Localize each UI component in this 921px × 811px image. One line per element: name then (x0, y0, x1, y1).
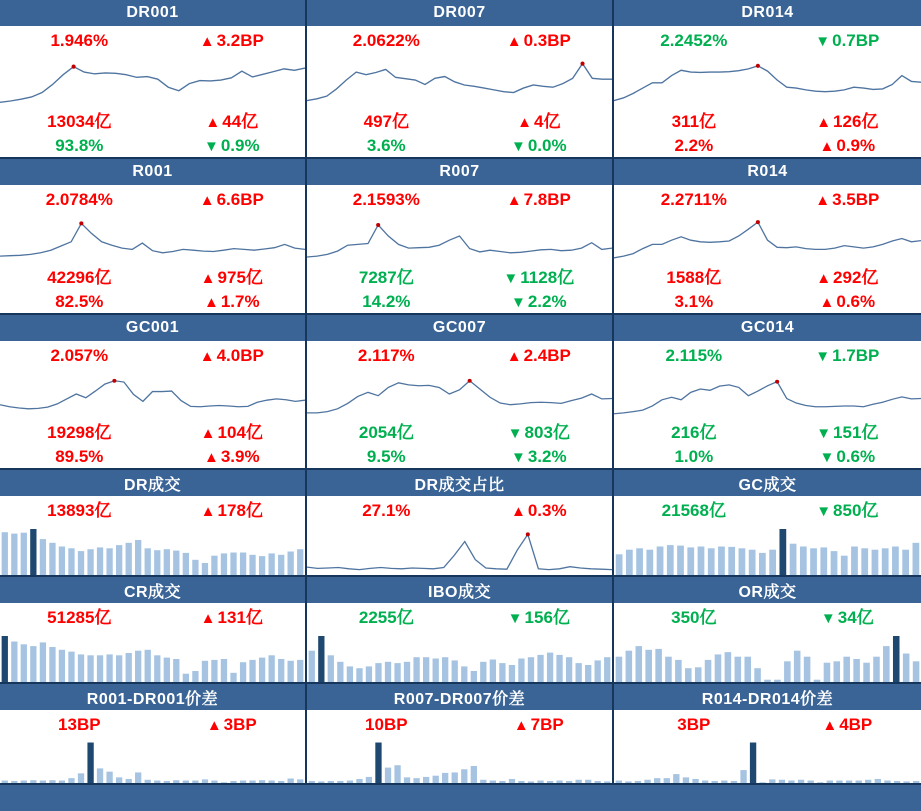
panel-title: GC成交 (738, 476, 797, 494)
panel-title: DR001 (126, 4, 179, 21)
stats-row-volume (0, 108, 305, 134)
up-triangle-icon: ▲ (203, 294, 219, 311)
stats-row-primary (614, 185, 921, 214)
stat-change-value: 151亿 (833, 422, 879, 442)
sparkline-chart (614, 55, 921, 108)
sparkline-chart (307, 632, 612, 682)
down-triangle-icon: ▼ (816, 503, 832, 520)
panel-title: R001-DR001价差 (86, 690, 219, 708)
stat-change-value: 4亿 (533, 111, 561, 131)
stats-row-volume (614, 108, 921, 134)
DR001-chart-svg (0, 55, 305, 108)
stat-change (159, 137, 305, 154)
sparkline-chart (0, 739, 305, 783)
stat-change (466, 191, 612, 208)
up-triangle-icon: ▲ (819, 138, 835, 155)
DR_share-chart-svg (307, 525, 612, 575)
CR_volume-chart-svg (0, 632, 305, 682)
sparkline-chart (0, 214, 305, 264)
panel-GC007 (307, 313, 614, 468)
sparkline-chart (0, 632, 305, 682)
up-triangle-icon: ▲ (199, 348, 215, 365)
up-triangle-icon: ▲ (200, 424, 216, 442)
panel-GC-volume (614, 468, 921, 575)
stat-value: 42296亿 (47, 267, 112, 287)
up-triangle-icon: ▲ (206, 717, 222, 734)
panel-title: DR成交 (123, 476, 182, 494)
stat-value: 1588亿 (666, 267, 722, 287)
stats-row-primary (307, 710, 612, 739)
up-triangle-icon: ▲ (513, 717, 529, 734)
stat-value: 10BP (365, 715, 408, 734)
stats-row-primary (0, 496, 305, 525)
stat-change-value: 0.0% (527, 136, 567, 155)
panel-title: GC001 (125, 319, 180, 336)
stat-value: 89.5% (55, 447, 104, 466)
up-triangle-icon: ▲ (819, 294, 835, 311)
sparkline-chart (307, 525, 612, 575)
panel-title: GC014 (740, 319, 795, 336)
stat-change (774, 424, 921, 441)
stat-change-value: 0.7BP (832, 31, 880, 50)
stat-change-value: 7.8BP (523, 190, 571, 209)
stats-row-volume (307, 419, 612, 445)
stat-change (466, 293, 612, 310)
panel-title: CR成交 (123, 583, 182, 601)
stat-change (159, 293, 305, 310)
stat-value: 13034亿 (47, 111, 112, 131)
R001-chart-svg (0, 214, 305, 264)
panel-title: R014 (747, 163, 788, 180)
stat-change (159, 32, 305, 49)
spread_R014_DR014-chart-svg (614, 739, 921, 783)
panel-DR001 (0, 0, 307, 157)
OR_volume-chart-svg (614, 632, 921, 682)
up-triangle-icon: ▲ (510, 503, 526, 520)
stat-value: 14.2% (362, 292, 411, 311)
stat-change-value: 1.7BP (832, 346, 880, 365)
sparkline-chart (614, 370, 921, 419)
stat-change-value: 3.2% (527, 447, 567, 466)
stats-row-share (614, 445, 921, 468)
stat-change-value: 131亿 (217, 608, 263, 627)
stat-change-value: 803亿 (524, 422, 570, 442)
stat-change-value: 3BP (223, 715, 257, 734)
panel-title: GC007 (432, 319, 487, 336)
panel-R007-DR007-spread (307, 682, 614, 783)
stats-row-primary (614, 710, 921, 739)
stats-row-primary (0, 185, 305, 214)
stat-value: 2.115% (665, 346, 723, 365)
panel-DR-share (307, 468, 614, 575)
up-triangle-icon: ▲ (200, 503, 216, 520)
panel-title: DR成交占比 (414, 476, 505, 494)
footer-bar (0, 783, 921, 811)
panel-title: R007 (439, 163, 480, 180)
panel-OR-volume (614, 575, 921, 682)
panel-DR007 (307, 0, 614, 157)
stats-row-share (307, 445, 612, 468)
up-triangle-icon: ▲ (199, 192, 215, 209)
up-triangle-icon: ▲ (200, 610, 216, 627)
up-triangle-icon: ▲ (199, 33, 215, 50)
stat-change-value: 4.0BP (216, 346, 264, 365)
sparkline-chart (0, 370, 305, 419)
spread_R001_DR001-chart-svg (0, 739, 305, 783)
down-triangle-icon: ▼ (503, 269, 519, 287)
stat-change-value: 1.7% (220, 292, 260, 311)
stats-row-primary (614, 496, 921, 525)
GC001-chart-svg (0, 370, 305, 419)
panel-DR-volume (0, 468, 307, 575)
panel-R001 (0, 157, 307, 313)
stat-change (159, 502, 305, 519)
stat-change (159, 269, 305, 286)
stat-change-value: 2.4BP (523, 346, 571, 365)
sparkline-chart (614, 632, 921, 682)
stat-change (466, 716, 612, 733)
DR014-chart-svg (614, 55, 921, 108)
stat-change-value: 0.6% (836, 292, 876, 311)
stat-change-value: 2.2% (527, 292, 567, 311)
panel-IBO-volume (307, 575, 614, 682)
stat-change-value: 0.3% (527, 501, 567, 520)
stat-change (159, 424, 305, 441)
stat-value: 7287亿 (358, 267, 414, 287)
stat-value: 350亿 (671, 608, 717, 627)
down-triangle-icon: ▼ (816, 424, 832, 442)
stat-change (774, 716, 921, 733)
down-triangle-icon: ▼ (203, 138, 219, 155)
stat-value: 311亿 (671, 111, 717, 131)
stats-row-volume (614, 264, 921, 290)
sparkline-chart (307, 214, 612, 264)
IBO_volume-chart-svg (307, 632, 612, 682)
stat-change (466, 269, 612, 286)
stat-change-value: 3.5BP (832, 190, 880, 209)
stat-change-value: 3.2BP (216, 31, 264, 50)
stats-row-primary (0, 710, 305, 739)
up-triangle-icon: ▲ (203, 449, 219, 466)
R014-chart-svg (614, 214, 921, 264)
panel-title: R007-DR007价差 (393, 690, 526, 708)
stats-row-primary (0, 26, 305, 55)
stats-row-primary (307, 26, 612, 55)
sparkline-chart (614, 214, 921, 264)
up-triangle-icon: ▲ (506, 33, 522, 50)
stats-row-primary (614, 26, 921, 55)
stat-value: 19298亿 (47, 422, 112, 442)
stats-row-volume (307, 264, 612, 290)
stat-value: 2.2711% (660, 190, 727, 209)
GC007-chart-svg (307, 370, 612, 419)
up-triangle-icon: ▲ (205, 113, 221, 131)
panel-R007 (307, 157, 614, 313)
panel-title: IBO成交 (428, 583, 491, 601)
stats-row-primary (614, 603, 921, 632)
stat-value: 2.0784% (45, 190, 113, 209)
sparkline-chart (307, 55, 612, 108)
stats-row-volume (0, 264, 305, 290)
stat-change (466, 448, 612, 465)
stat-value: 93.8% (55, 136, 104, 155)
panel-R014-DR014-spread (614, 682, 921, 783)
stats-row-share (0, 445, 305, 468)
panel-GC014 (614, 313, 921, 468)
sparkline-chart (307, 370, 612, 419)
up-triangle-icon: ▲ (815, 192, 831, 209)
GC_volume-chart-svg (614, 525, 921, 575)
stat-change (466, 32, 612, 49)
stat-change-value: 0.9% (220, 136, 260, 155)
stats-row-share (0, 290, 305, 313)
panel-title: R014-DR014价差 (701, 690, 834, 708)
stat-change (159, 609, 305, 626)
stat-change-value: 6.6BP (216, 190, 264, 209)
stat-change-value: 4BP (839, 715, 873, 734)
panel-DR014 (614, 0, 921, 157)
stat-value: 9.5% (366, 447, 406, 466)
down-triangle-icon: ▼ (507, 424, 523, 442)
stat-change (466, 502, 612, 519)
stat-change (774, 448, 921, 465)
stat-change-value: 292亿 (833, 267, 879, 287)
R007-chart-svg (307, 214, 612, 264)
stat-change-value: 44亿 (222, 111, 259, 131)
stat-change-value: 104亿 (217, 422, 263, 442)
sparkline-chart (0, 55, 305, 108)
stats-row-primary (307, 185, 612, 214)
panel-title: R001 (132, 163, 173, 180)
up-triangle-icon: ▲ (506, 348, 522, 365)
stats-row-volume (0, 419, 305, 445)
stats-row-primary (307, 496, 612, 525)
up-triangle-icon: ▲ (200, 269, 216, 287)
down-triangle-icon: ▼ (507, 610, 523, 627)
stats-row-share (614, 290, 921, 313)
stat-value: 2.117% (357, 346, 415, 365)
stat-change (466, 137, 612, 154)
stats-row-share (0, 134, 305, 157)
stat-change (774, 347, 921, 364)
stat-change (774, 502, 921, 519)
stats-row-share (307, 290, 612, 313)
stat-value: 2.2% (674, 136, 714, 155)
stats-row-volume (614, 419, 921, 445)
stat-change (159, 113, 305, 130)
down-triangle-icon: ▼ (815, 348, 831, 365)
stat-value: 216亿 (671, 422, 717, 442)
stat-change-value: 0.6% (836, 447, 876, 466)
stat-change-value: 0.9% (836, 136, 876, 155)
down-triangle-icon: ▼ (510, 294, 526, 311)
stat-change (774, 32, 921, 49)
stat-change-value: 975亿 (217, 267, 263, 287)
up-triangle-icon: ▲ (816, 113, 832, 131)
panel-CR-volume (0, 575, 307, 682)
stat-value: 27.1% (362, 501, 411, 520)
down-triangle-icon: ▼ (819, 449, 835, 466)
up-triangle-icon: ▲ (506, 192, 522, 209)
stat-change (466, 424, 612, 441)
stat-value: 3.6% (366, 136, 406, 155)
panel-R014 (614, 157, 921, 313)
up-triangle-icon: ▲ (822, 717, 838, 734)
stats-row-primary (307, 603, 612, 632)
stat-change (774, 137, 921, 154)
stats-row-share (614, 134, 921, 157)
stat-value: 3.1% (674, 292, 714, 311)
stat-change-value: 3.9% (220, 447, 260, 466)
stat-change (159, 191, 305, 208)
stat-change (774, 191, 921, 208)
sparkline-chart (614, 739, 921, 783)
down-triangle-icon: ▼ (510, 138, 526, 155)
stat-value: 51285亿 (47, 608, 112, 627)
stat-value: 2.2452% (660, 31, 728, 50)
stat-value: 1.0% (674, 447, 714, 466)
stat-change (774, 293, 921, 310)
down-triangle-icon: ▼ (815, 33, 831, 50)
stat-value: 3BP (677, 715, 711, 734)
stat-change-value: 34亿 (837, 608, 874, 627)
stat-value: 82.5% (55, 292, 104, 311)
stat-value: 2.057% (50, 346, 109, 365)
stat-value: 13BP (58, 715, 101, 734)
stats-row-primary (307, 341, 612, 370)
panel-R001-DR001-spread (0, 682, 307, 783)
stat-value: 21568亿 (661, 501, 726, 520)
up-triangle-icon: ▲ (816, 269, 832, 287)
stat-change (466, 609, 612, 626)
stat-value: 1.946% (50, 31, 109, 50)
stat-change (159, 448, 305, 465)
stats-row-primary (0, 341, 305, 370)
stats-row-primary (0, 603, 305, 632)
sparkline-chart (614, 525, 921, 575)
DR_volume-chart-svg (0, 525, 305, 575)
panel-title: OR成交 (738, 583, 797, 601)
stat-change-value: 7BP (530, 715, 564, 734)
stat-change-value: 0.3BP (523, 31, 571, 50)
stat-change (159, 716, 305, 733)
up-triangle-icon: ▲ (517, 113, 532, 131)
panel-GC001 (0, 313, 307, 468)
sparkline-chart (307, 739, 612, 783)
stat-value: 497亿 (363, 111, 409, 131)
GC014-chart-svg (614, 370, 921, 419)
stats-row-volume (307, 108, 612, 134)
down-triangle-icon: ▼ (510, 449, 526, 466)
stat-value: 2054亿 (358, 422, 414, 442)
stat-change (159, 347, 305, 364)
stat-change (774, 609, 921, 626)
stat-change-value: 156亿 (524, 608, 570, 627)
panel-title: DR007 (433, 4, 486, 21)
stats-row-primary (614, 341, 921, 370)
spread_R007_DR007-chart-svg (307, 739, 612, 783)
stat-change-value: 850亿 (833, 501, 879, 520)
stat-change (774, 269, 921, 286)
stat-value: 2.0622% (352, 31, 420, 50)
sparkline-chart (0, 525, 305, 575)
stat-change-value: 178亿 (217, 501, 263, 520)
stat-change-value: 126亿 (833, 111, 879, 131)
stat-value: 13893亿 (47, 501, 112, 520)
down-triangle-icon: ▼ (820, 610, 836, 627)
stats-row-share (307, 134, 612, 157)
stat-change (466, 113, 612, 130)
stat-change-value: 1128亿 (520, 267, 575, 287)
stat-value: 2255亿 (358, 608, 414, 627)
stat-change (466, 347, 612, 364)
stat-value: 2.1593% (352, 190, 420, 209)
DR007-chart-svg (307, 55, 612, 108)
panel-title: DR014 (741, 4, 794, 21)
stat-change (774, 113, 921, 130)
